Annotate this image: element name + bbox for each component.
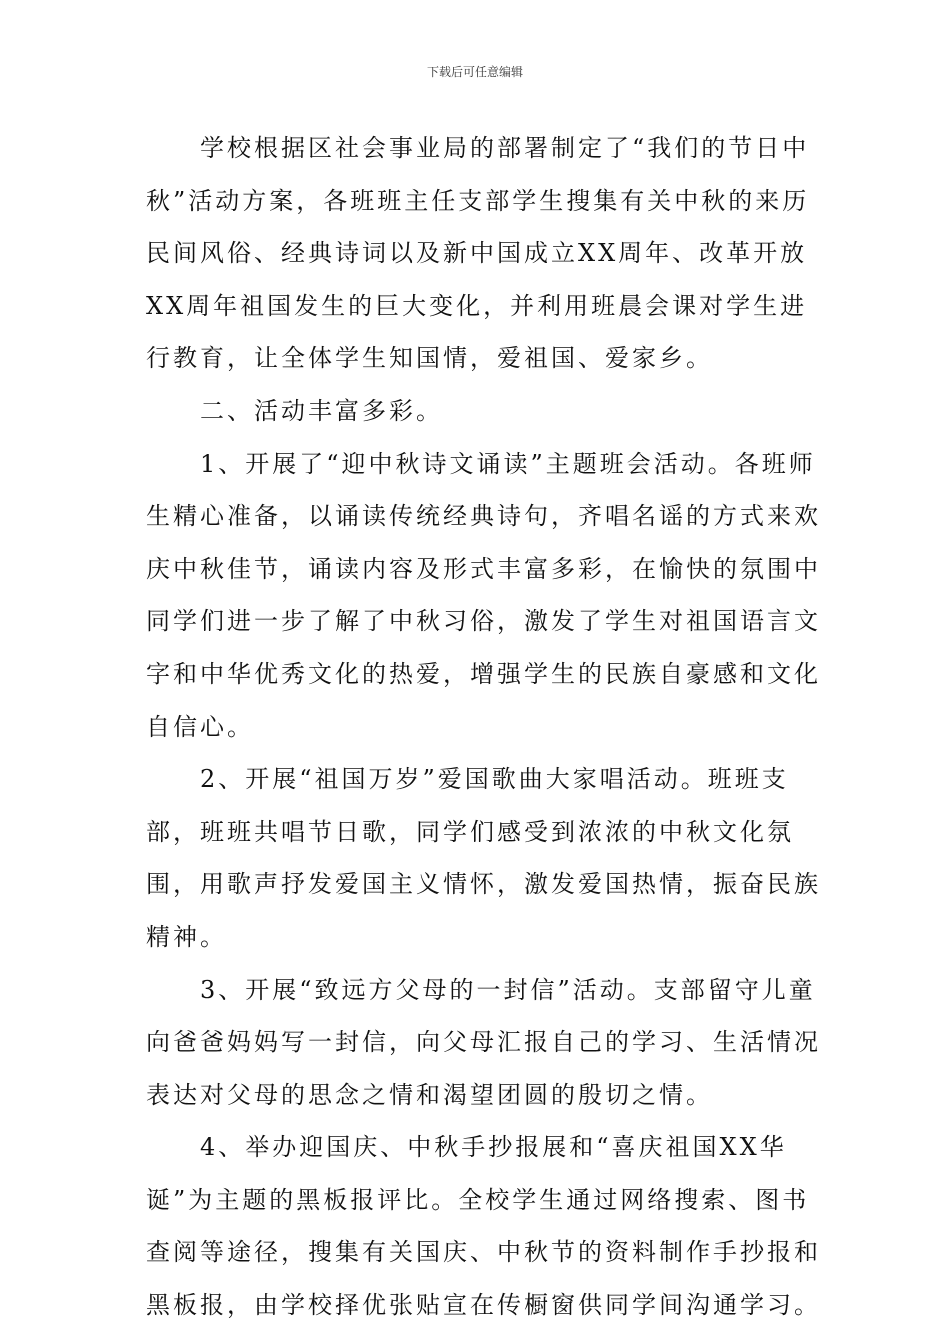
paragraph-item-2: 2、开展“祖国万岁”爱国歌曲大家唱活动。班班支部，班班共唱节日歌，同学们感受到浓浓的中秋文化氛围，用歌声抒发爱国主义情怀，激发爱国热情，振奋民族精神。 [146, 765, 821, 951]
paragraph-item-1: 1、开展了“迎中秋诗文诵读”主题班会活动。各班师生精心准备，以诵读传统经典诗句，齐唱名谣的方式来欢庆中秋佳节，诵读内容及形式丰富多彩，在愉快的氛围中同学们进一步了解了中秋习俗，激发了学生对祖国语言文字和中华优秀文化的热爱，增强学生的民族自豪感和文化自信心。 [146, 449, 821, 741]
paragraph-intro: 学校根据区社会事业局的部署制定了“我们的节日中秋”活动方案，各班班主任支部学生搜集有关中秋的来历民间风俗、经典诗词以及新中国成立XX周年、改革开放XX周年祖国发生的巨大变化，并利用班晨会课对学生进行教育，让全体学生知国情，爱祖国、爱家乡。 [146, 134, 810, 373]
document-body [146, 122, 826, 1332]
paragraph-item-4: 4、举办迎国庆、中秋手抄报展和“喜庆祖国XX华诞”为主题的黑板报评比。全校学生通过网络搜索、图书查阅等途径，搜集有关国庆、中秋节的资料制作手抄报和黑板报，由学校择优张贴宣在传橱窗供同学间沟通学习。 [146, 1133, 821, 1320]
section-heading-activities: 二、活动丰富多彩。 [200, 396, 443, 425]
paragraph-item-3: 3、开展“致远方父母的一封信”活动。支部留守儿童向爸爸妈妈写一封信，向父母汇报自己的学习、生活情况表达对父母的思念之情和渴望团圆的殷切之情。 [146, 975, 821, 1109]
page-header: 下载后可任意编辑 [426, 65, 523, 79]
